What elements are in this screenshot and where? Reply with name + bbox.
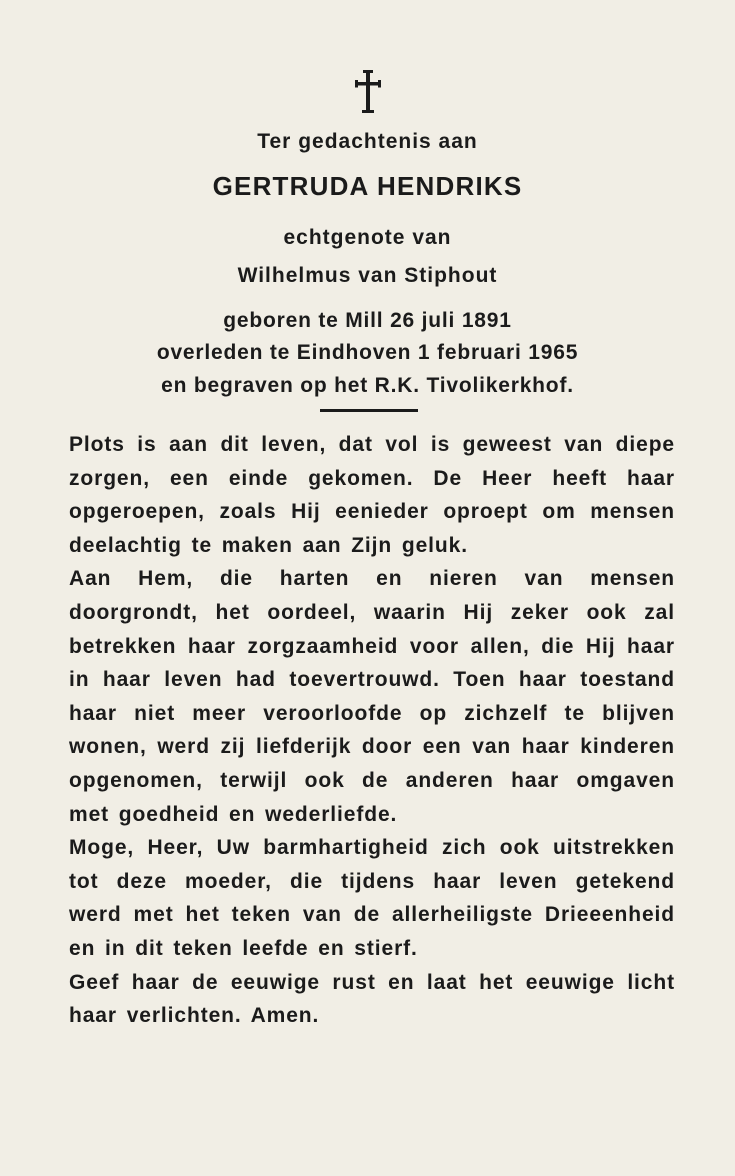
paragraph-3: Moge, Heer, Uw barmhartigheid zich ook uitstrekken tot deze moeder, die tijdens haar leven getekend werd met het teken van de allerheiligste Drieeenheid en in dit teken leefde en stierf. xyxy=(69,836,675,960)
death-line: overleden te Eindhoven 1 februari 1965 xyxy=(156,341,579,364)
heading: Ter gedachtenis aan xyxy=(257,130,478,153)
birth-line: geboren te Mill 26 juli 1891 xyxy=(223,309,512,332)
relation-text: echtgenote van xyxy=(283,226,452,249)
burial-line: en begraven op het R.K. Tivolikerkhof. xyxy=(161,374,574,397)
cross-icon xyxy=(0,70,735,116)
memorial-text xyxy=(69,428,675,1033)
paragraph-2: Aan Hem, die harten en nieren van mensen doorgrondt, het oordeel, waarin Hij zeker ook zal betrekken haar zorgzaamheid voor allen, die Hij haar in haar leven had toevertrouwd. Toen haar toestand haar niet meer veroorloofde op zichzelf te blijven wonen, werd zij liefderijk door een van haar kinderen opgenomen, terwijl ook de anderen haar omgaven met goedheid en wederliefde. xyxy=(69,567,675,826)
spouse-name: Wilhelmus van Stiphout xyxy=(237,264,498,287)
paragraph-4: Geef haar de eeuwige rust en laat het eeuwige licht haar verlichten. Amen. xyxy=(69,970,675,1028)
paragraph-1: Plots is aan dit leven, dat vol is geweest van diepe zorgen, een einde gekomen. De Heer heeft haar opgeroepen, zoals Hij eenieder oproept om mensen deelachtig te maken aan Zijn geluk. xyxy=(69,433,675,557)
deceased-name: GERTRUDA HENDRIKS xyxy=(212,171,523,201)
divider xyxy=(320,409,418,412)
